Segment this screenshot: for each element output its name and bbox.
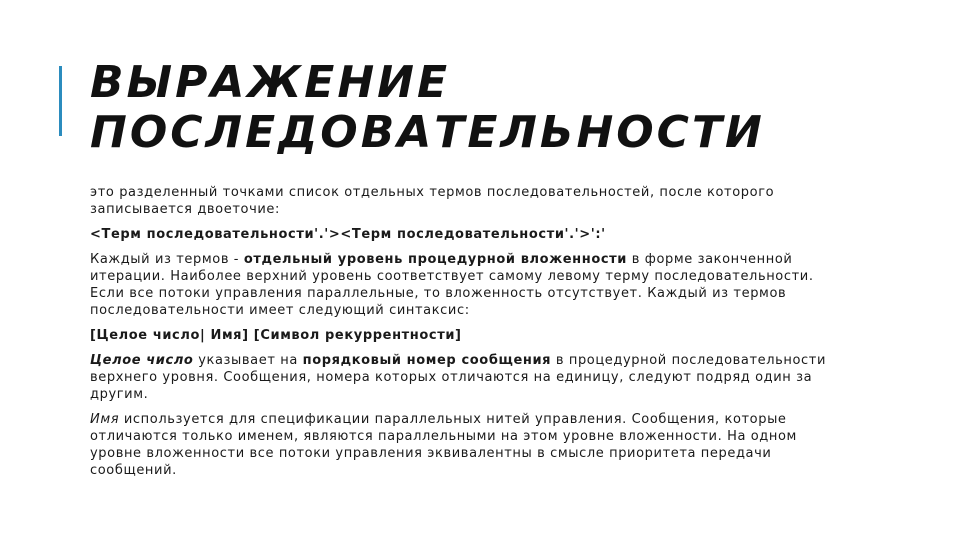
levels-emphasis: отдельный уровень процедурной вложенности <box>243 252 627 267</box>
slide-body <box>90 184 840 487</box>
accent-bar <box>59 66 62 136</box>
slide-title <box>90 58 930 158</box>
levels-prefix: Каждый из термов - <box>90 252 244 267</box>
syntax-sequence: <Терм последовательности'.'><Терм последовательности'.'>':' <box>90 227 606 242</box>
integer-emphasis: порядковый номер сообщения <box>302 353 552 368</box>
levels-suffix: в форме законченной итерации. Наиболее верхний уровень соответствует самому левому терму последовательности. Если все потоки управления параллельные, то вложенность отсутствует. Каждый из термов последовательности имеет следующий синтаксис: <box>90 252 814 318</box>
integer-paragraph <box>90 352 840 403</box>
integer-term: Целое число <box>90 353 194 368</box>
name-term: Имя <box>90 412 120 427</box>
title-line-2: ПОСЛЕДОВАТЕЛЬНОСТИ <box>90 107 765 158</box>
integer-mid: указывает на <box>193 353 303 368</box>
title-line-1: ВЫРАЖЕНИЕ <box>90 57 451 108</box>
integer-suffix: в процедурной последовательности верхнего уровня. Сообщения, номера которых отличаются на единицу, следуют подряд один за другим. <box>90 353 827 402</box>
levels-paragraph <box>90 251 840 319</box>
name-paragraph <box>90 411 840 479</box>
syntax-term: [Целое число| Имя] [Символ рекуррентности] <box>90 328 462 343</box>
name-suffix: используется для спецификации параллельных нитей управления. Сообщения, которые отличаются только именем, являются параллельными на этом уровне вложенности. На одном уровне вложенности все потоки управления эквивалентны в смысле приоритета передачи сообщений. <box>90 412 797 478</box>
intro-paragraph: это разделенный точками список отдельных термов последовательностей, после которого записывается двоеточие: <box>90 185 775 217</box>
